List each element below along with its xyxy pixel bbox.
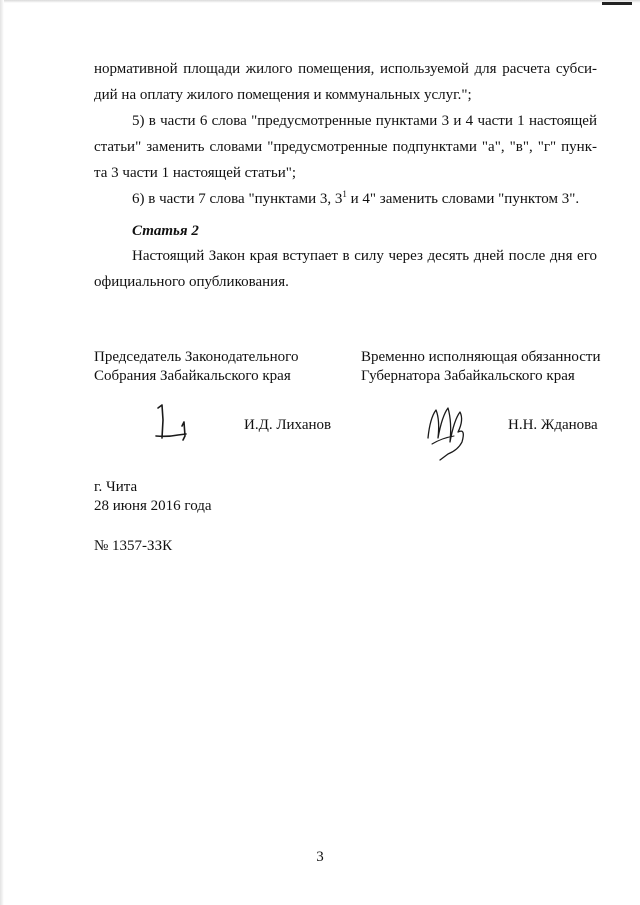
signatory-right-title bbox=[361, 348, 601, 386]
signatory-title-line: Губернатора Забайкальского края bbox=[361, 368, 575, 384]
scan-edge-left bbox=[0, 0, 4, 905]
superscript: 1 bbox=[342, 189, 347, 199]
signatory-left-name: И.Д. Лиханов bbox=[244, 417, 332, 433]
text-line: официального опубликования. bbox=[94, 274, 289, 290]
text-line: дий на оплату жилого помещения и коммунальных услуг."; bbox=[94, 87, 472, 103]
text-line bbox=[94, 186, 597, 212]
signature-left-mark bbox=[152, 400, 200, 446]
article-2-heading-block bbox=[94, 218, 597, 244]
paragraph-continuation bbox=[94, 56, 597, 108]
article-title: Статья 2 bbox=[132, 223, 199, 239]
signatory-title-line: Председатель Законодательного bbox=[94, 349, 299, 365]
signature-right-mark bbox=[420, 398, 472, 464]
signatory-title-line: Собрания Забайкальского края bbox=[94, 368, 291, 384]
signatory-left-title bbox=[94, 348, 298, 386]
text-line: Настоящий Закон края вступает в силу через десять дней после дня его bbox=[132, 248, 597, 264]
text-line: нормативной площади жилого помещения, используемой для расчета субси- bbox=[94, 61, 597, 77]
scan-corner-mark bbox=[602, 2, 632, 5]
law-number: № 1357-ЗЗК bbox=[94, 538, 173, 554]
signatory-title-line: Временно исполняющая обязанности bbox=[361, 349, 601, 365]
text-segment: 6) в части 7 слова "пунктами 3, 3 bbox=[132, 191, 343, 207]
text-line: та 3 части 1 настоящей статьи"; bbox=[94, 165, 297, 181]
text-line: 5) в части 6 слова "предусмотренные пунктами 3 и 4 части 1 настоящей bbox=[132, 113, 597, 129]
paragraph-item-5 bbox=[94, 108, 597, 186]
text-segment: и 4" заменить словами "пунктом 3". bbox=[346, 191, 580, 207]
paragraph-item-6 bbox=[94, 186, 597, 212]
signatory-right-name: Н.Н. Жданова bbox=[508, 417, 598, 433]
scan-edge-top bbox=[0, 0, 640, 3]
paragraph-article-2 bbox=[94, 243, 597, 295]
text-line: статьи" заменить словами "предусмотренные подпунктами "а", "в", "г" пунк- bbox=[94, 139, 597, 155]
place-line: г. Чита bbox=[94, 479, 138, 495]
page-number: 3 bbox=[316, 849, 324, 865]
date-line: 28 июня 2016 года bbox=[94, 498, 212, 514]
